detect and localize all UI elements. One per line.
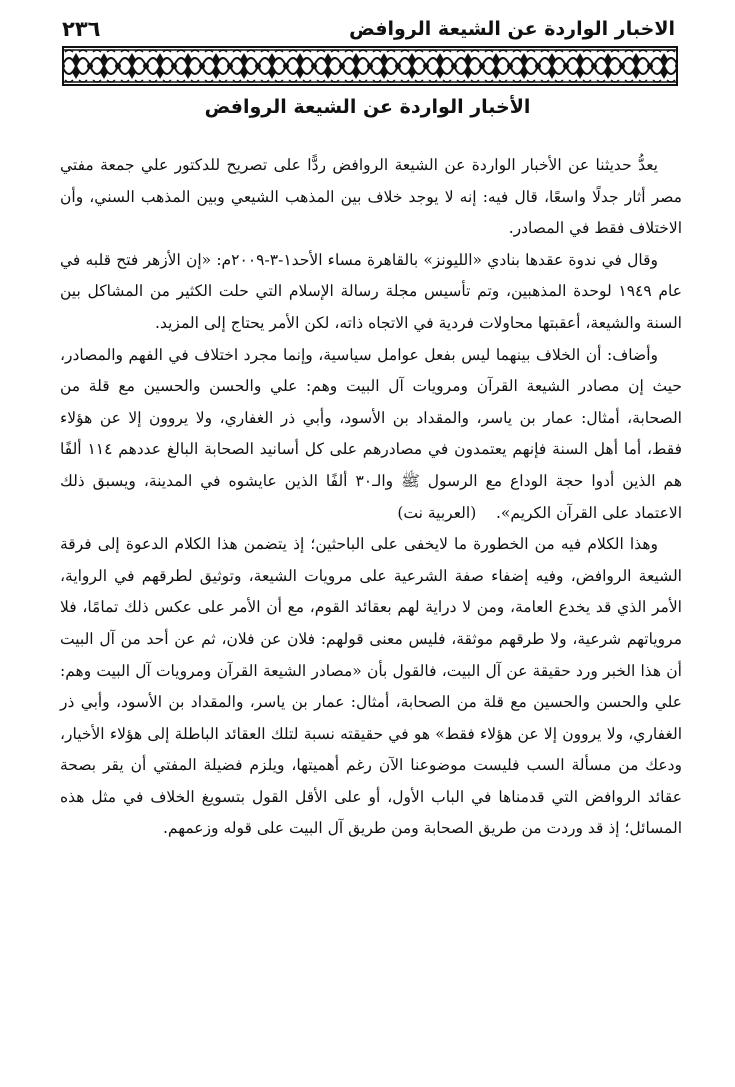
decorative-border bbox=[62, 46, 678, 86]
ornament-pattern-icon bbox=[62, 46, 678, 86]
section-title: الأخبار الواردة عن الشيعة الروافض bbox=[204, 96, 531, 118]
page-number: ٢٣٦ bbox=[62, 17, 101, 41]
paragraph-3 bbox=[60, 340, 682, 530]
main-text bbox=[60, 150, 682, 845]
running-header bbox=[62, 14, 675, 44]
paragraph-3-text: وأضاف: أن الخلاف بينهما ليس بفعل عوامل سياسية، وإنما مجرد اختلاف في الفهم والمصادر، حيث إن مصادر الشيعة القرآن ومرويات آل البيت وهم: علي والحسن والحسين مع قلة من الصحابة، أمثال: عمار بن ياسر، والمقداد بن الأسود، وأبي ذر الغفاري، ولا يروون إلا عن هؤلاء فقط، أما أهل السنة فإنهم يعتمدون في مصادرهم على كل أسانيد الصحابة البالغ عددهم ١١٤ ألفًا هم الذين أدوا حجة الوداع مع الرسول ﷺ والـ٣٠ ألفًا الذين عايشوه في المدينة، ويسبق ذلك الاعتماد على القرآن الكريم». bbox=[60, 345, 683, 522]
source-note: (العربية نت) bbox=[397, 503, 477, 522]
running-title: الاخبار الواردة عن الشيعة الروافض bbox=[349, 18, 675, 40]
paragraph-2: وقال في ندوة عقدها بنادي «الليونز» بالقاهرة مساء الأحد١-٣-٢٠٠٩م: «إن الأزهر فتح قلبه في عام ١٩٤٩ لوحدة المذهبين، وتم تأسيس مجلة رسالة الإسلام التي حلت الكثير من المشاكل بين السنة والشيعة، أعقبتها محاولات فردية في الاتجاه ذاته، لكن الأمر يحتاج إلى المزيد. bbox=[60, 250, 682, 332]
paragraph-4: وهذا الكلام فيه من الخطورة ما لايخفى على الباحثين؛ إذ يتضمن هذا الكلام الدعوة إلى فرقة الشيعة الروافض، وفيه إضفاء صفة الشرعية على مرويات الشيعة، وتوثيق لطرقهم في الرواية، الأمر الذي قد يخدع العامة، ومن لا دراية لهم بعقائد القوم، مع أن الأمر على عكس ذلك تمامًا، فلا مروياتهم شرعية، ولا طرقهم موثقة، فليس معنى قولهم: فلان عن فلان، ثم عن أحد من آل البيت أن هذا الخبر ورد حقيقة عن آل البيت، فالقول بأن «مصادر الشيعة القرآن ومرويات آل البيت وهم: علي والحسن والحسين مع قلة من الصحابة، أمثال: عمار بن ياسر، والمقداد بن الأسود، وأبي ذر الغفاري، ولا يروون إلا عن هؤلاء فقط» هو في حقيقته نسبة لتلك العقائد الباطلة إلى هؤلاء الأخيار، ودعك من مسألة السب فليست موضوعنا الآن رغم أهميتها، ويلزم فضيلة المفتي أن يقر بصحة عقائد الروافض التي قدمناها في الباب الأول، أو على الأقل القول بتسويغ الخلاف في مثل هذه المسائل؛ إذ قد وردت من طريق الصحابة ومن طريق آل البيت على قوله وزعمهم. bbox=[60, 535, 682, 838]
paragraph-1: يعدُّ حديثنا عن الأخبار الواردة عن الشيعة الروافض ردًّا على تصريح للدكتور علي جمعة مفتي مصر أثار جدلًا واسعًا، قال فيه: إنه لا يوجد خلاف بين المذهب الشيعي وبين المذهب السني، وأن الاختلاف فقط في المصادر. bbox=[60, 156, 682, 238]
